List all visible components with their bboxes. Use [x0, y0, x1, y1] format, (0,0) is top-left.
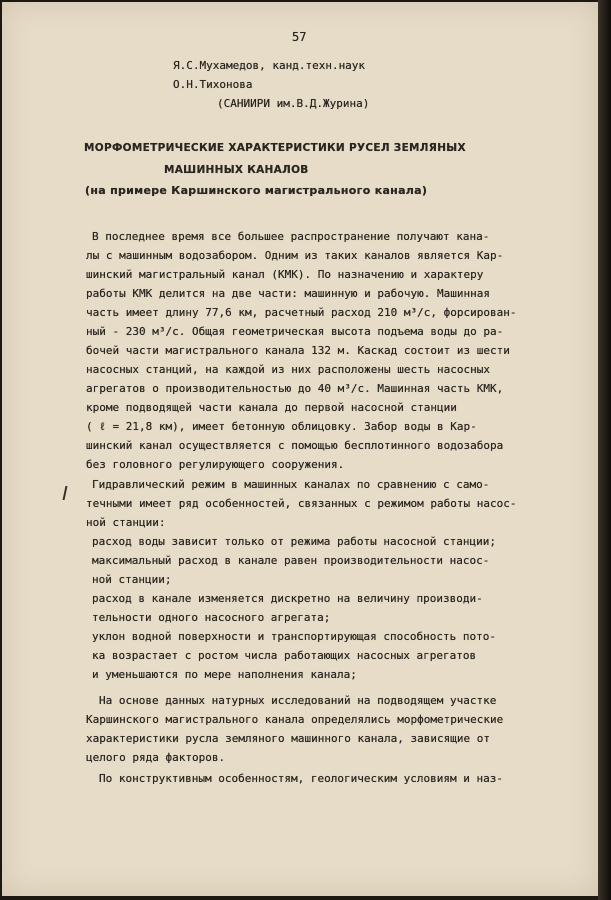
document-page [2, 2, 598, 896]
binding-shadow [598, 0, 611, 900]
body-line-15: течными имеет ряд особенностей, связанных с режимом работы насос- [86, 497, 517, 510]
body-line-27: характеристики русла земляного машинного канала, зависящие от [86, 732, 490, 745]
body-line-12: шинский канал осуществляется с помощью бесплотинного водозабора [86, 439, 504, 452]
body-line-6: ный - 230 м³/с. Общая геометрическая высота подъема воды до ра- [86, 325, 504, 338]
body-line-8: насосных станций, на каждой из них расположены шесть насосных [86, 363, 490, 376]
body-line-10: кроме подводящей части канала до первой насосной станции [86, 401, 457, 414]
body-line-1: В последнее время все большее распространение получают кана- [92, 230, 490, 243]
list-item-3: расход в канале изменяется дискретно на величину производи- [92, 592, 483, 605]
list-item-2-cont: ной станции; [92, 573, 172, 586]
body-line-9: агрегатов о производительностью до 40 м³/с. Машинная часть КМК, [86, 382, 504, 395]
body-line-14: Гидравлический режим в машинных каналах по сравнению с само- [92, 478, 490, 491]
list-item-3-cont: тельности одного насосного агрегата; [92, 611, 331, 624]
title-line-1: МОРФОМЕТРИЧЕСКИЕ ХАРАКТЕРИСТИКИ РУСЕЛ ЗЕМЛЯНЫХ [84, 142, 466, 154]
body-line-5: часть имеет длину 77,6 км, расчетный расход 210 м³/с, форсирован- [86, 306, 517, 319]
author-line-2: О.Н.Тихонова [173, 78, 253, 91]
margin-mark [63, 486, 72, 500]
title-line-2: МАШИННЫХ КАНАЛОВ [164, 164, 309, 176]
body-line-2: лы с машинным водозабором. Одним из таких каналов является Кар- [86, 249, 504, 262]
body-line-25: На основе данных натурных исследований на подводящем участке [99, 694, 497, 707]
subtitle-line: (на примере Каршинского магистрального канала) [85, 184, 428, 197]
list-item-4: уклон водной поверхности и транспортирующая способность пото- [92, 630, 496, 643]
body-line-26: Каршинского магистрального канала определялись морфометрические [86, 713, 504, 726]
list-item-1: расход воды зависит только от режима работы насосной станции; [92, 535, 496, 548]
body-line-11: ( ℓ = 21,8 км), имеет бетонную облицовку. Забор воды в Кар- [86, 420, 477, 433]
body-line-4: работы КМК делится на две части: машинную и рабочую. Машинная [86, 287, 490, 300]
body-line-29: По конструктивным особенностям, геологическим условиям и наз- [99, 772, 503, 785]
list-item-2: максимальный расход в канале равен производительности насос- [92, 554, 490, 567]
body-line-3: шинский магистральный канал (КМК). По назначению и характеру [86, 268, 484, 281]
list-item-4-cont: ка возрастает с ростом числа работающих насосных агрегатов [92, 649, 477, 662]
affiliation-line: (САНИИРИ им.В.Д.Журина) [217, 97, 370, 110]
author-line-1: Я.С.Мухамедов, канд.техн.наук [173, 59, 366, 72]
list-item-4-cont-2: и уменьшаются по мере наполнения канала; [92, 668, 357, 681]
body-line-28: целого ряда факторов. [86, 751, 226, 764]
body-line-16: ной станции: [86, 516, 166, 529]
page-number: 57 [292, 30, 307, 44]
body-line-7: бочей части магистрального канала 132 м. Каскад состоит из шести [86, 344, 510, 357]
body-line-13: без головного регулирующего сооружения. [86, 458, 345, 471]
